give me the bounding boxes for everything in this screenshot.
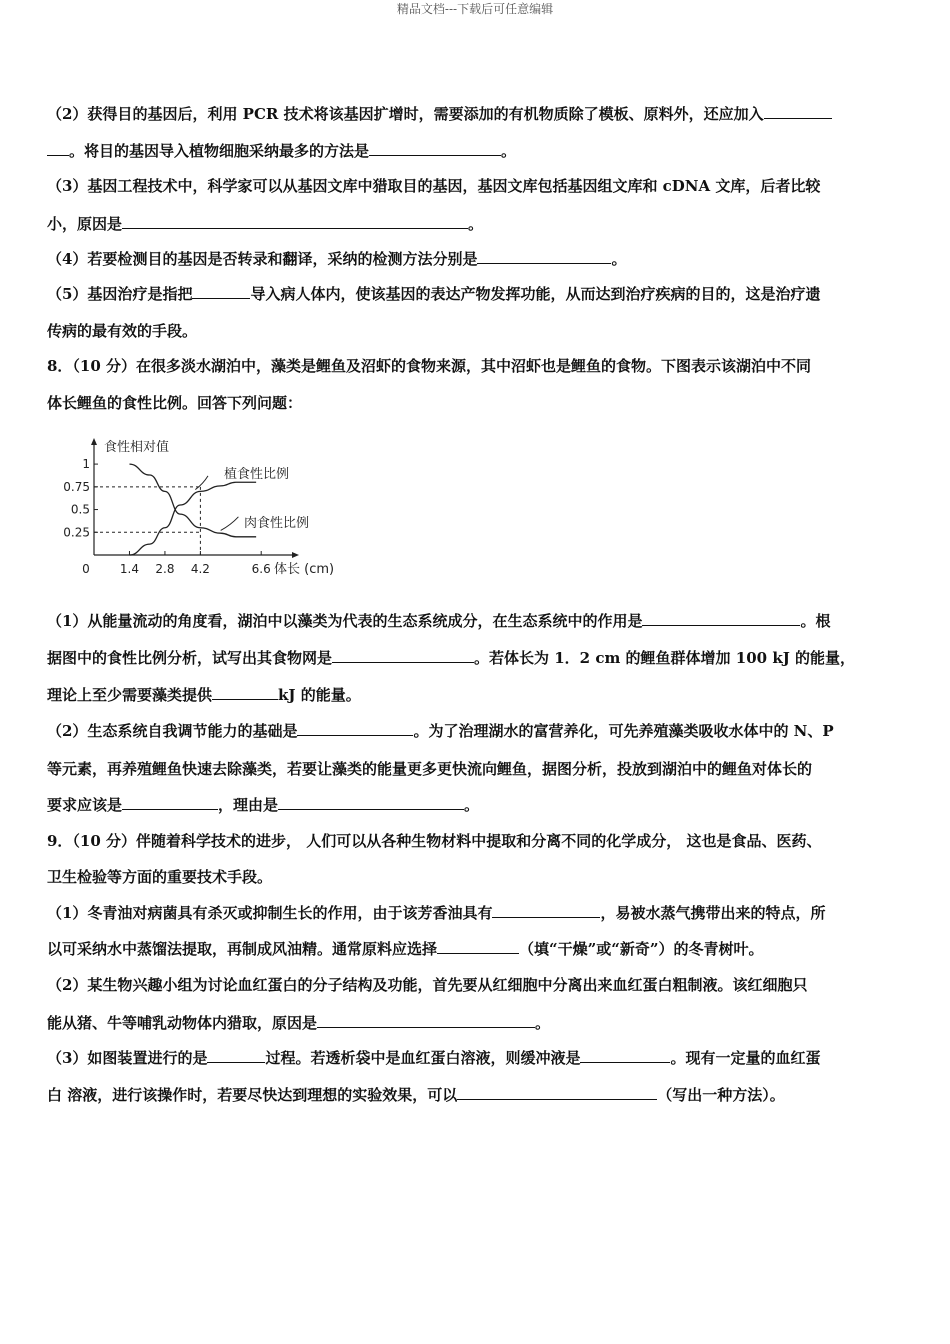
q8-part2-text-c: 等元素，再养殖鲤鱼快速去除藻类，若要让藻类的能量更多更快流向鲤鱼，据图分析，投放到湖泊中的鲤鱼对体长的 [47, 760, 813, 778]
q8-intro-line1 [47, 356, 907, 376]
answer-blank[interactable] [437, 939, 519, 954]
punctuation: 。 [468, 215, 484, 233]
y-axis-label: 食性相对值 [104, 440, 170, 455]
y-tick-label: 1 [82, 457, 90, 472]
punctuation: 。 [611, 250, 627, 268]
q7-part3-text-a: （3）基因工程技术中，科学家可以从基因文库中猎取目的基因，基因文库包括基因组文库和 cDNA 文库，后者比较 [47, 177, 821, 195]
punctuation: 。 [501, 142, 517, 160]
q8-part2-text-e: ，理由是 [218, 796, 279, 814]
q8-part2-line1 [47, 721, 907, 741]
answer-blank[interactable] [642, 611, 800, 626]
q9-part3-text-d: 白 溶液，进行该操作时，若要尽快达到理想的实验效果，可以 [47, 1086, 458, 1104]
answer-blank[interactable] [492, 903, 600, 918]
answer-blank[interactable] [332, 648, 474, 663]
q8-part1-text-b: 据图中的食性比例分析，试写出其食物网是 [47, 649, 333, 667]
q8-part2-text-d: 要求应该是 [47, 796, 123, 814]
q9-intro-line1 [47, 831, 907, 851]
x-tick-label: 1.4 [119, 562, 140, 576]
x-axis-arrow [292, 552, 299, 558]
q8-part1-text-e: kJ 的能量。 [278, 686, 361, 704]
carnivory-label-leader [221, 517, 239, 531]
q9-part1-line1 [47, 903, 907, 923]
q9-part3-text-b: 过程。若透析袋中是血红蛋白溶液，则缓冲液是 [265, 1049, 581, 1067]
q7-part5-text-b: 导入病人体内，使该基因的表达产物发挥功能，从而达到治疗疾病的目的，这是治疗遗 [250, 285, 821, 303]
q8-intro-line2 [47, 393, 907, 413]
q7-part2-line2 [47, 141, 907, 161]
page-header: 精品文档---下载后可任意编辑 [396, 2, 554, 16]
q7-part2-text-b: 。将目的基因导入植物细胞采纳最多的方法是 [69, 142, 370, 160]
q9-part1-text-b: ，易被水蒸气携带出来的特点，所 [600, 904, 826, 922]
answer-blank[interactable] [212, 685, 278, 700]
diet-ratio-chart [52, 432, 362, 582]
q8-part2-line3 [47, 795, 907, 815]
q9-part3-text-e: （写出一种方法）。 [657, 1086, 785, 1104]
q7-part4 [47, 249, 907, 269]
x-axis-label: 体长 (cm) [274, 562, 335, 577]
q8-intro-b: 体长鲤鱼的食性比例。回答下列问题： [47, 394, 303, 412]
answer-blank[interactable] [122, 214, 468, 229]
punctuation: 。 [535, 1014, 551, 1032]
q9-part1-line2 [47, 939, 907, 959]
q8-part2-text-a: （2）生态系统自我调节能力的基础是 [47, 722, 298, 740]
x-tick-label: 0 [82, 562, 90, 576]
y-tick-label: 0.5 [70, 502, 90, 517]
x-tick-label: 6.6 [251, 562, 271, 576]
q9-intro-a: 9．（10 分）伴随着科学技术的进步， 人们可以从各种生物材料中提取和分离不同的化学成分， 这也是食品、医药、 [47, 832, 822, 850]
q9-part1-text-a: （1）冬青油对病菌具有杀灭或抑制生长的作用，由于该芳香油具有 [47, 904, 493, 922]
herbivory-label-leader [195, 476, 208, 490]
answer-blank[interactable] [47, 141, 69, 156]
q7-part5-text-a: （5）基因治疗是指把 [47, 285, 193, 303]
answer-blank[interactable] [580, 1048, 670, 1063]
series-label-carnivory: 肉食性比例 [244, 516, 310, 531]
answer-blank[interactable] [192, 284, 250, 299]
answer-blank[interactable] [764, 104, 832, 119]
q9-part1-text-d: （填“干燥”或“新奇”）的冬青树叶。 [519, 940, 764, 958]
q7-part5-line2 [47, 321, 907, 341]
answer-blank[interactable] [207, 1048, 265, 1063]
q9-part2-text-b: 能从猪、牛等哺乳动物体内猎取，原因是 [47, 1014, 318, 1032]
q8-part1-line3 [47, 685, 907, 705]
q9-intro-b: 卫生检验等方面的重要技术手段。 [47, 868, 273, 886]
q9-part3-text-a: （3）如图装置进行的是 [47, 1049, 208, 1067]
q8-part1-text-a: （1）从能量流动的角度看，湖泊中以藻类为代表的生态系统成分，在生态系统中的作用是 [47, 612, 643, 630]
x-tick-label: 4.2 [190, 562, 210, 576]
q9-part2-line1 [47, 975, 907, 995]
y-tick-label: 0.75 [63, 479, 90, 494]
answer-blank[interactable] [317, 1013, 535, 1028]
q9-intro-line2 [47, 867, 907, 887]
answer-blank[interactable] [369, 141, 501, 156]
punctuation: 。 [464, 796, 480, 814]
answer-blank[interactable] [477, 249, 611, 264]
q7-part3-line2 [47, 214, 907, 234]
q9-part2-text-a: （2）某生物兴趣小组为讨论血红蛋白的分子结构及功能，首先要从红细胞中分离出来血红蛋白粗制液。该红细胞只 [47, 976, 808, 994]
q8-part1-text-c: 。若体长为 1．2 cm 的鲤鱼群体增加 100 kJ 的能量， [474, 649, 856, 667]
q7-part3-text-b: 小，原因是 [47, 215, 123, 233]
q7-part3-line1 [47, 176, 907, 196]
q9-part3-line2 [47, 1085, 907, 1105]
answer-blank[interactable] [457, 1085, 657, 1100]
q7-part2-text-a: （2）获得目的基因后，利用 PCR 技术将该基因扩增时，需要添加的有机物质除了模板、原料外，还应加入 [47, 105, 764, 123]
q8-part1-text-a-end: 。根 [800, 612, 831, 630]
q8-part1-text-d: 理论上至少需要藻类提供 [47, 686, 213, 704]
q9-part2-line2 [47, 1013, 907, 1033]
y-tick-label: 0.25 [63, 525, 90, 540]
y-axis-arrow [91, 438, 97, 445]
q7-part2-line1 [47, 104, 907, 124]
q8-part2-line2 [47, 759, 907, 779]
q7-part4-text: （4）若要检测目的基因是否转录和翻译，采纳的检测方法分别是 [47, 250, 478, 268]
q8-part2-text-b: 。为了治理湖水的富营养化，可先养殖藻类吸收水体中的 N、P [413, 722, 834, 740]
answer-blank[interactable] [278, 795, 464, 810]
answer-blank[interactable] [122, 795, 218, 810]
q9-part3-text-c: 。现有一定量的血红蛋 [670, 1049, 821, 1067]
q9-part3-line1 [47, 1048, 907, 1068]
q8-part1-line1 [47, 611, 907, 631]
x-tick-label: 2.8 [155, 562, 175, 576]
q7-part5-line1 [47, 284, 907, 304]
answer-blank[interactable] [297, 721, 413, 736]
q7-part5-text-c: 传病的最有效的手段。 [47, 322, 198, 340]
q9-part1-text-c: 以可采纳水中蒸馏法提取，再制成风油精。通常原料应选择 [47, 940, 438, 958]
q8-part1-line2 [47, 648, 907, 668]
series-label-herbivory: 植食性比例 [224, 467, 290, 482]
q8-intro-a: 8．（10 分）在很多淡水湖泊中，藻类是鲤鱼及沼虾的食物来源，其中沼虾也是鲤鱼的食物。下图表示该湖泊中不同 [47, 357, 812, 375]
